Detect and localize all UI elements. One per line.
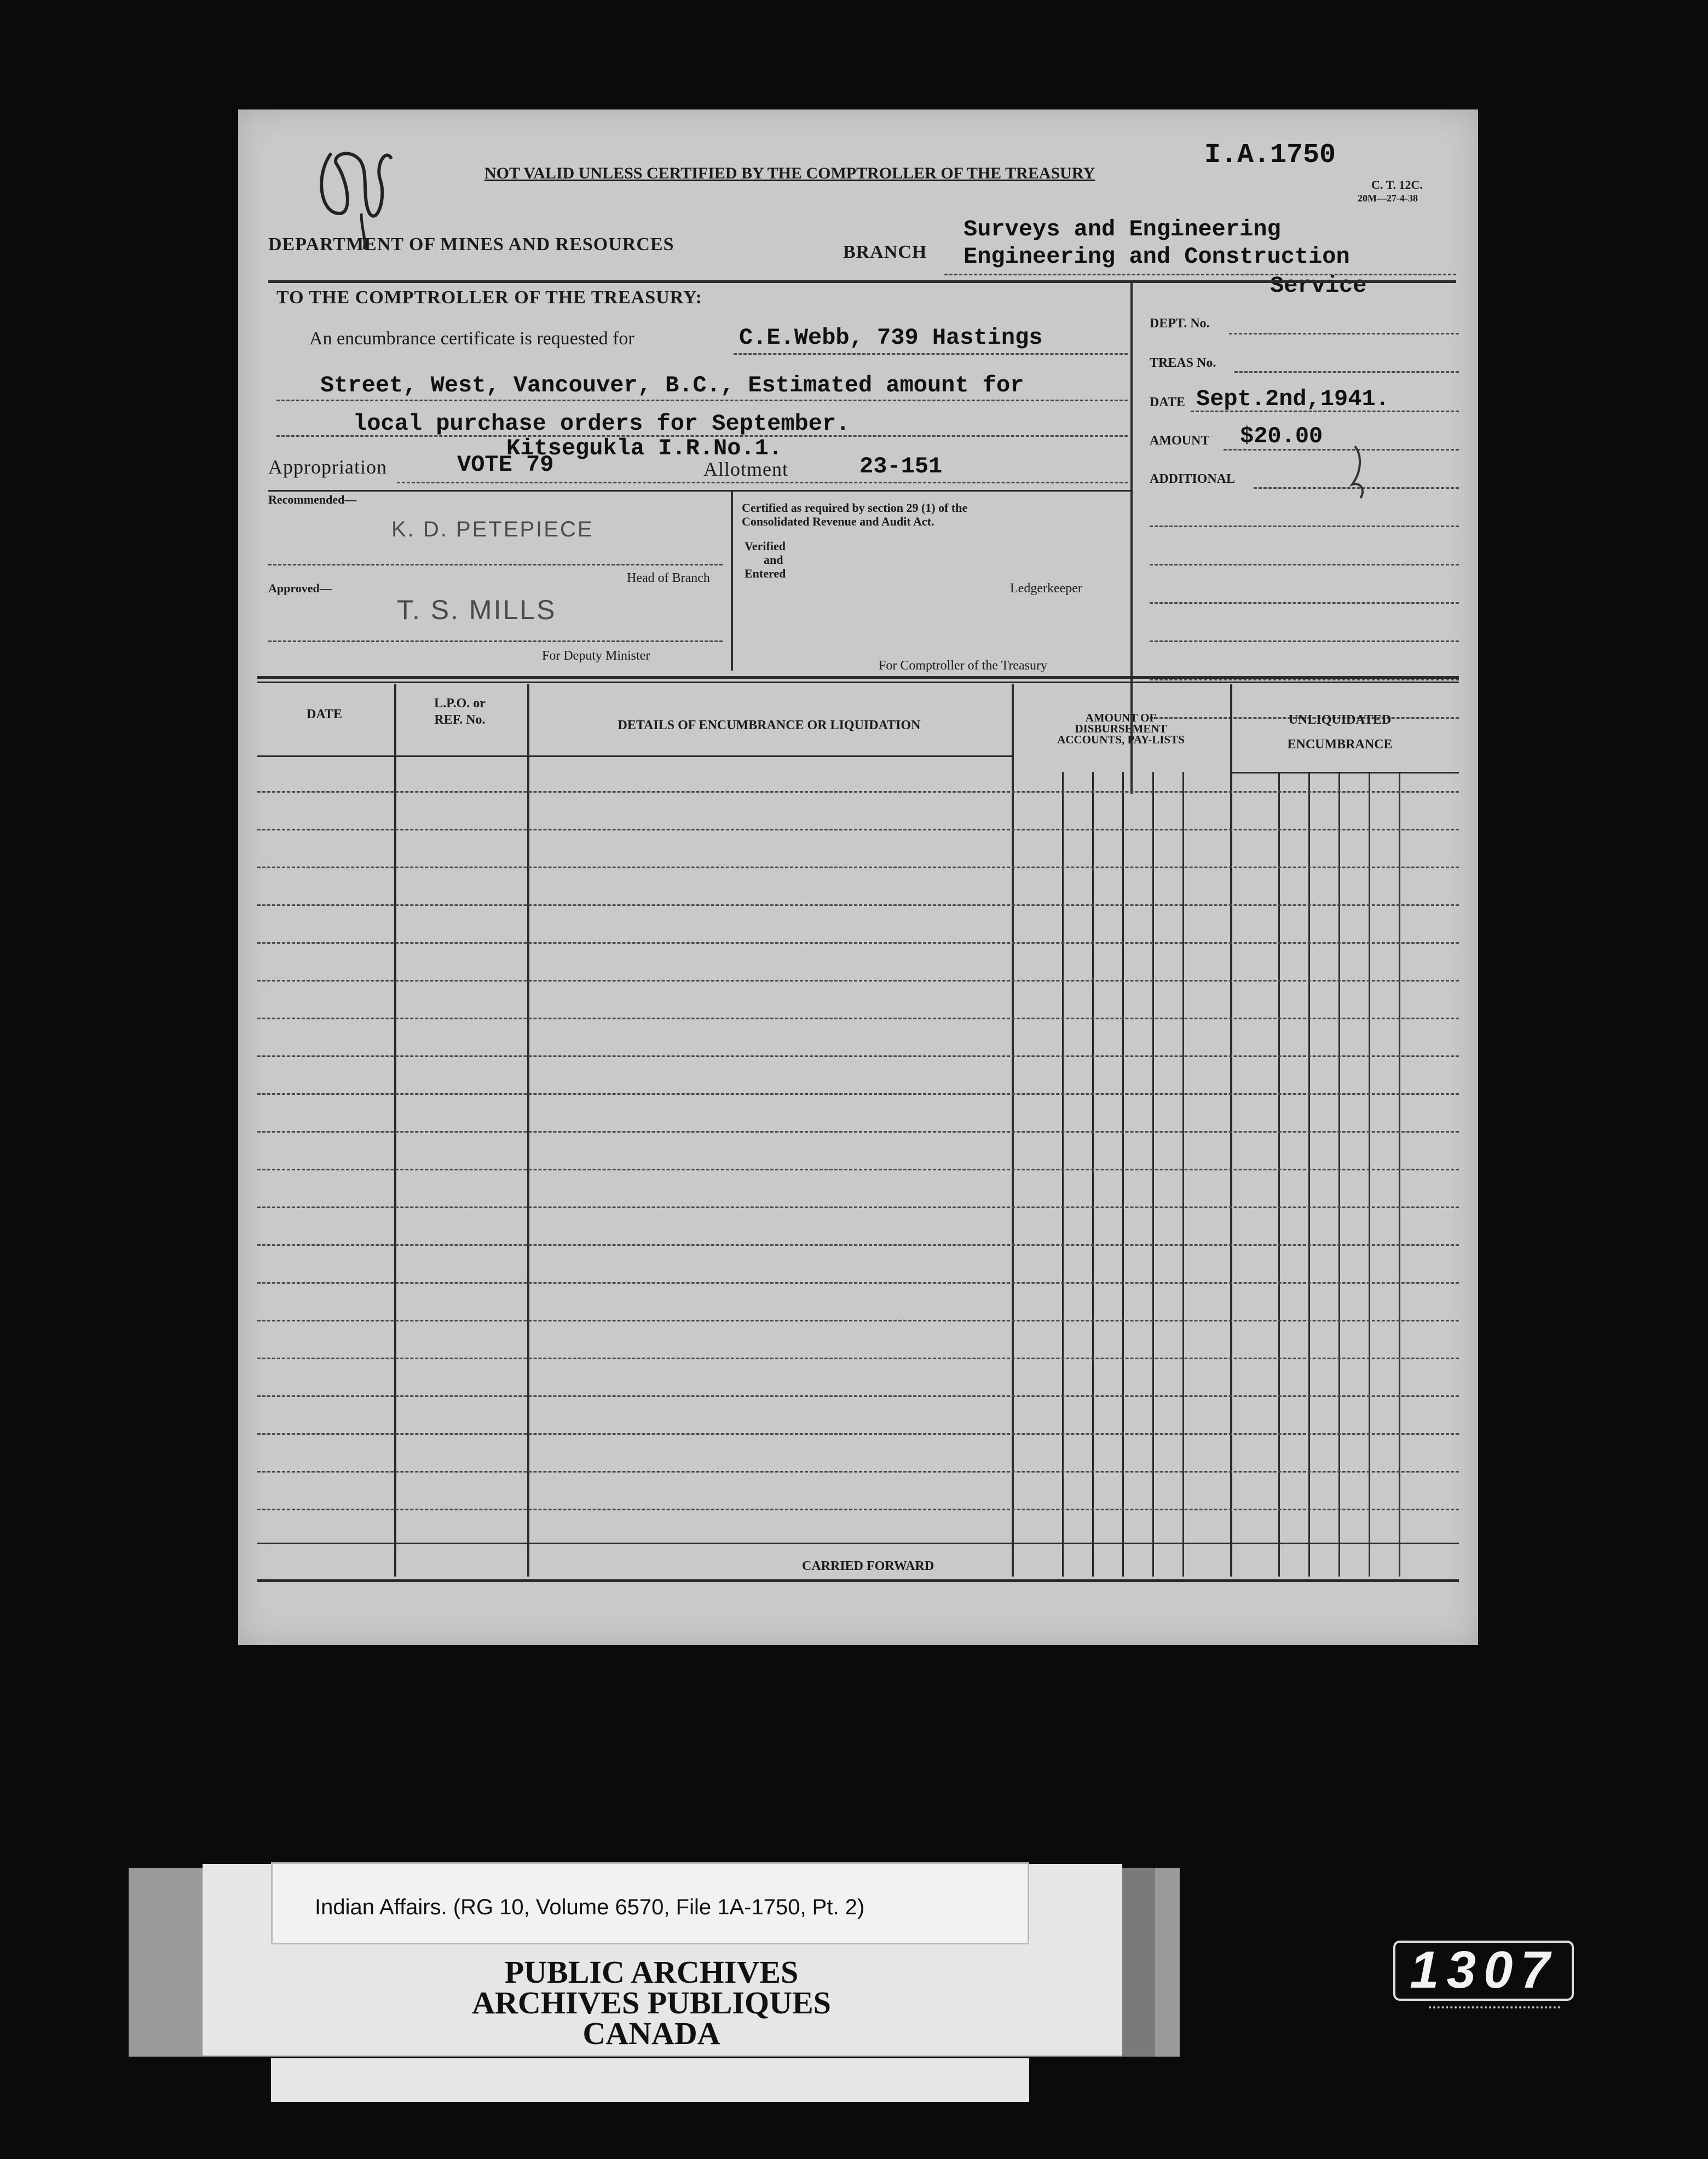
certified-text-1: Certified as required by section 29 (1) of the	[742, 501, 968, 515]
amount-label: AMOUNT	[1150, 434, 1210, 448]
ledger-row-rule	[257, 791, 1459, 793]
ledger-row-rule	[257, 1206, 1459, 1208]
allotment-value: 23-151	[859, 453, 943, 480]
ledger-row-rule	[257, 980, 1459, 982]
ledger-row-rule	[257, 904, 1459, 906]
col-amount-header-3: ACCOUNTS, PAY-LISTS	[1057, 733, 1185, 746]
verified-label: Verified	[745, 539, 786, 553]
sign-box-divider	[731, 490, 733, 671]
approved-label: Approved—	[268, 581, 332, 595]
frame-number: 1307	[1393, 1941, 1574, 2001]
department-label: DEPARTMENT OF MINES AND RESOURCES	[268, 234, 674, 255]
request-line-3: local purchase orders for September.	[353, 411, 850, 437]
dept-no-label: DEPT. No.	[1150, 316, 1210, 331]
col-details-header: DETAILS OF ENCUMBRANCE OR LIQUIDATION	[618, 718, 921, 732]
for-comptroller-caption: For Comptroller of the Treasury	[879, 659, 1047, 673]
branch-label: BRANCH	[843, 242, 927, 262]
branch-line-1: Surveys and Engineering	[963, 216, 1281, 243]
form-code: C. T. 12C.	[1371, 178, 1423, 192]
ledger-row-rule	[257, 1244, 1459, 1246]
certified-text-2: Consolidated Revenue and Audit Act.	[742, 515, 934, 528]
ledger-row-rule	[257, 1055, 1459, 1057]
branch-line-3: Service	[1270, 273, 1367, 299]
amount-value: $20.00	[1240, 423, 1323, 449]
ledger-row-rule	[257, 1169, 1459, 1170]
col-date-header: DATE	[307, 707, 342, 721]
ledger-row-rule	[257, 1358, 1459, 1359]
additional-label: ADDITIONAL	[1150, 472, 1236, 486]
ledgerkeeper-caption: Ledgerkeeper	[1010, 581, 1082, 596]
col-amount-header-2: DISBURSEMENT	[1075, 722, 1167, 735]
recommended-stamp: K. D. PETEPIECE	[391, 517, 594, 541]
appropriation-value: VOTE 79	[457, 452, 554, 478]
ledger-row-rule	[257, 1433, 1459, 1435]
treas-no-label: TREAS No.	[1150, 356, 1216, 370]
ledger-row-rule	[257, 1282, 1459, 1284]
approved-stamp: T. S. MILLS	[397, 594, 557, 625]
file-number: I.A.1750	[1204, 140, 1336, 171]
head-of-branch-caption: Head of Branch	[627, 571, 710, 585]
ledger-row-rule	[257, 1395, 1459, 1397]
date-value: Sept.2nd,1941.	[1196, 386, 1389, 412]
col-unliquidated-header-2: ENCUMBRANCE	[1287, 737, 1393, 752]
print-code: 20M—27-4-38	[1358, 193, 1418, 204]
header-rule	[268, 280, 1456, 283]
request-line-2: Street, West, Vancouver, B.C., Estimated amount for	[320, 372, 1024, 399]
col-amount-header-1: AMOUNT OF	[1085, 711, 1157, 724]
archive-line-3: CANADA	[582, 2016, 720, 2051]
request-line-1: C.E.Webb, 739 Hastings	[739, 325, 1043, 351]
addressee: TO THE COMPTROLLER OF THE TREASURY:	[276, 287, 702, 308]
request-text: An encumbrance certificate is requested for	[309, 328, 634, 349]
ledger-row-rule	[257, 1320, 1459, 1321]
ledger-row-rule	[257, 829, 1459, 830]
col-lpo-header-1: L.P.O. or	[434, 696, 486, 711]
branch-line-2: Engineering and Construction	[963, 244, 1350, 270]
archive-stamp	[274, 1954, 1029, 2051]
ledger-row-rule	[257, 1131, 1459, 1133]
and-label: and	[764, 553, 783, 567]
reserve-name: Kitsegukla I.R.No.1.	[506, 435, 783, 461]
carried-forward-label: CARRIED FORWARD	[802, 1559, 934, 1573]
ledger-row-rule	[257, 867, 1459, 868]
for-deputy-caption: For Deputy Minister	[542, 649, 650, 663]
ledger-row-rule	[257, 1509, 1459, 1510]
appropriation-label: Appropriation	[268, 456, 387, 478]
archive-reference: Indian Affairs. (RG 10, Volume 6570, File 1A-1750, Pt. 2)	[315, 1895, 865, 1919]
col-unliquidated-header-1: UNLIQUIDATED	[1288, 713, 1392, 727]
date-label: DATE	[1150, 395, 1185, 409]
handwritten-initials	[309, 131, 397, 252]
encumbrance-certificate-form	[238, 109, 1478, 1645]
handwritten-mark	[1344, 441, 1377, 501]
validity-notice: NOT VALID UNLESS CERTIFIED BY THE COMPTROLLER OF THE TREASURY	[484, 164, 1095, 182]
ledger-row-rule	[257, 942, 1459, 944]
table-top-rule	[257, 676, 1459, 679]
ledger-row-rule	[257, 1018, 1459, 1019]
allotment-label: Allotment	[703, 458, 788, 480]
ledger-row-rule	[257, 1093, 1459, 1095]
table-bottom-rule	[257, 1579, 1459, 1582]
col-lpo-header-2: REF. No.	[434, 713, 486, 727]
archive-line-2: ARCHIVES PUBLIQUES	[472, 1985, 831, 2021]
archive-line-1: PUBLIC ARCHIVES	[504, 1954, 799, 1990]
recommended-label: Recommended—	[268, 493, 357, 506]
entered-label: Entered	[745, 567, 786, 580]
ledger-row-rule	[257, 1471, 1459, 1473]
